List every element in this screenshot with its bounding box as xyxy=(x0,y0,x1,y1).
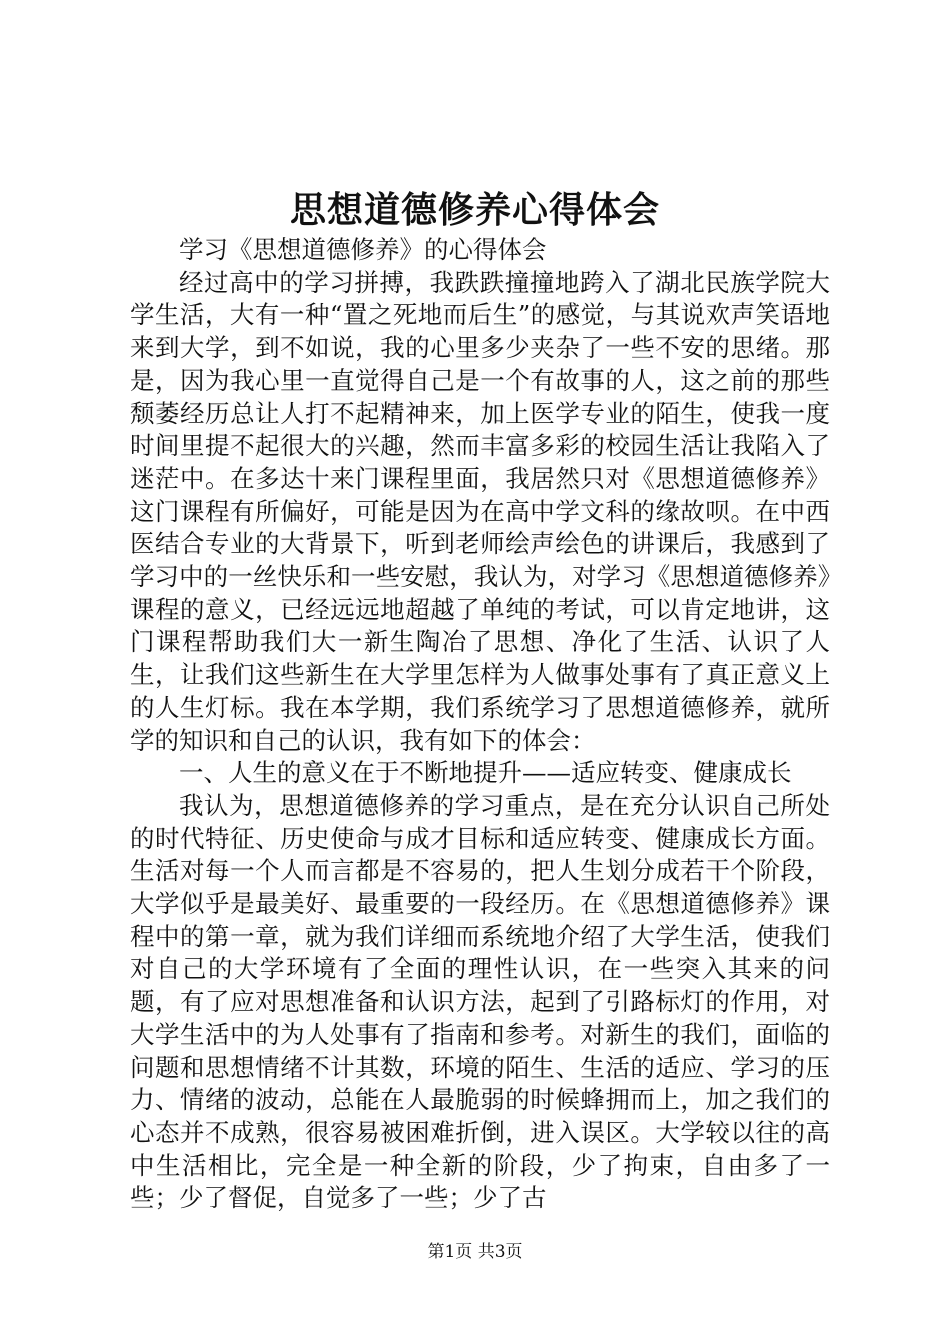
page-number-footer: 第1页 共3页 xyxy=(427,1242,523,1262)
section-heading: 一、人生的意义在于不断地提升——适应转变、健康成长 xyxy=(179,758,792,788)
document-title: 思想道德修养心得体会 xyxy=(289,189,660,231)
document-body xyxy=(130,234,830,1215)
body-paragraph: 我认为，思想道德修养的学习重点，是在充分认识自己所处的时代特征、历史使命与成才目标和适应转变、健康成长方面。生活对每一个人而言都是不容易的，把人生划分成若干个阶段，大学似乎是最美好、最重要的一段经历。在《思想道德修养》课程中的第一章，就为我们详细而系统地介绍了大学生活，使我们对自己的大学环境有了全面的理性认识，在一些突入其来的问题，有了应对思想准备和认识方法，起到了引路标灯的作用，对大学生活中的为人处事有了指南和参考。对新生的我们，面临的问题和思想情绪不计其数，环境的陌生、生活的适应、学习的压力、情绪的波动，总能在人最脆弱的时候蜂拥而上，加之我们的心态并不成熟，很容易被困难折倒，进入误区。大学较以往的高中生活相比，完全是一种全新的阶段，少了拘束，自由多了一些；少了督促，自觉多了一些；少了古 xyxy=(130,790,830,1213)
subtitle-paragraph: 学习《思想道德修养》的心得体会 xyxy=(179,235,547,264)
body-paragraph: 经过高中的学习拼搏，我跌跌撞撞地跨入了湖北民族学院大学生活，大有一种“置之死地而后生”的感觉，与其说欢声笑语地来到大学，到不如说，我的心里多少夹杂了一些不安的思绪。那是，因为我心里一直觉得自己是一个有故事的人，这之前的那些颓萎经历总让人打不起精神来，加上医学专业的陌生，使我一度时间里提不起很大的兴趣，然而丰富多彩的校园生活让我陷入了迷茫中。在多达十来门课程里面，我居然只对《思想道德修养》这门课程有所偏好，可能是因为在高中学文科的缘故呗。在中西医结合专业的大背景下，听到老师绘声绘色的讲课后，我感到了学习中的一丝快乐和一些安慰，我认为，对学习《思想道德修养》课程的意义，已经远远地超越了单纯的考试，可以肯定地讲，这门课程帮助我们大一新生陶冶了思想、净化了生活、认识了人生，让我们这些新生在大学里怎样为人做事处事有了真正意义上的人生灯标。我在本学期，我们系统学习了思想道德修养，就所学的知识和自己的认识，我有如下的体会： xyxy=(130,267,830,755)
